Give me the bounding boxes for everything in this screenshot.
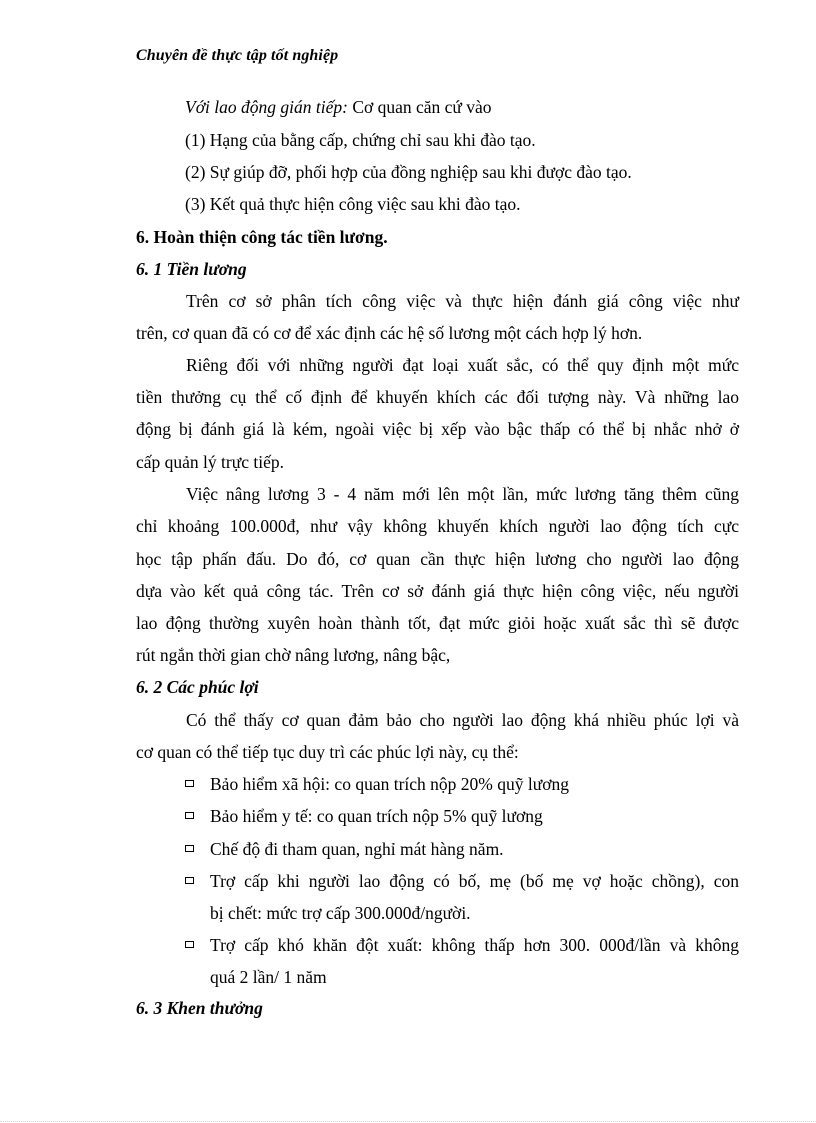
s61-p2-line-3: động bị đánh giá là kém, ngoài việc bị xếp vào bậc thấp có thể bị nhắc nhở ở [136,419,739,439]
s62-bullet-4-line-1: Trợ cấp khi người lao động có bố, mẹ (bố mẹ vợ hoặc chồng), con [210,871,739,891]
bullet-square-icon [185,812,194,819]
s61-p3-line-2: chỉ khoảng 100.000đ, như vậy không khuyến khích người lao động tích cực [136,516,739,536]
s62-bullet-3: Chế độ đi tham quan, nghỉ mát hàng năm. [210,839,504,859]
s62-bullet-1: Bảo hiểm xã hội: co quan trích nộp 20% quỹ lương [210,774,569,794]
bullet-square-icon [185,780,194,787]
s62-bullet-2: Bảo hiểm y tế: co quan trích nộp 5% quỹ lương [210,806,543,826]
section-6-3-heading: 6. 3 Khen thưởng [136,998,263,1018]
s61-p3-line-1: Việc nâng lương 3 - 4 năm mới lên một lần, mức lương tăng thêm cũng [186,484,739,504]
intro-item-1: (1) Hạng của bằng cấp, chứng chỉ sau khi đào tạo. [185,130,536,150]
section-6-1-heading: 6. 1 Tiền lương [136,259,247,279]
s61-p1-line-1: Trên cơ sở phân tích công việc và thực hiện đánh giá công việc như [186,291,739,311]
s62-p1-line-1: Có thể thấy cơ quan đảm bảo cho người lao động khá nhiều phúc lợi và [186,710,739,730]
intro-lead-italic: Với lao động gián tiếp: [185,97,348,117]
s62-bullet-5-line-2: quá 2 lần/ 1 năm [210,967,327,987]
intro-item-2: (2) Sự giúp đỡ, phối hợp của đồng nghiệp sau khi được đào tạo. [185,162,632,182]
s61-p3-line-6: rút ngắn thời gian chờ nâng lương, nâng bậc, [136,645,451,665]
bullet-square-icon [185,845,194,852]
section-6-2-heading: 6. 2 Các phúc lợi [136,677,259,697]
s61-p2-line-1: Riêng đối với những người đạt loại xuất sắc, có thể quy định một mức [186,355,739,375]
s61-p3-line-3: học tập phấn đấu. Do đó, cơ quan cần thực hiện lương cho người lao động [136,549,739,569]
s61-p1-line-2: trên, cơ quan đã có cơ để xác định các hệ số lương một cách hợp lý hơn. [136,323,643,343]
intro-lead-rest: Cơ quan căn cứ vào [347,97,492,117]
s61-p2-line-2: tiền thưởng cụ thể cố định để khuyến khích các đối tượng này. Và những lao [136,387,739,407]
page-header-title: Chuyên đề thực tập tốt nghiệp [136,47,339,64]
intro-lead [185,96,492,118]
s62-p1-line-2: cơ quan có thể tiếp tục duy trì các phúc lợi này, cụ thể: [136,742,519,762]
s61-p3-line-4: dựa vào kết quả công tác. Trên cơ sở đánh giá thực hiện công việc, nếu người [136,581,739,601]
s61-p2-line-4: cấp quản lý trực tiếp. [136,452,284,472]
page-bottom-divider [0,1121,816,1122]
bullet-square-icon [185,877,194,884]
s62-bullet-5-line-1: Trợ cấp khó khăn đột xuất: không thấp hơn 300. 000đ/lần và không [210,935,739,955]
s62-bullet-4-line-2: bị chết: mức trợ cấp 300.000đ/người. [210,903,471,923]
intro-item-3: (3) Kết quả thực hiện công việc sau khi đào tạo. [185,194,521,214]
section-6-heading: 6. Hoàn thiện công tác tiền lương. [136,227,388,247]
bullet-square-icon [185,941,194,948]
s61-p3-line-5: lao động thường xuyên hoàn thành tốt, đạt mức giỏi hoặc xuất sắc thì sẽ được [136,613,739,633]
